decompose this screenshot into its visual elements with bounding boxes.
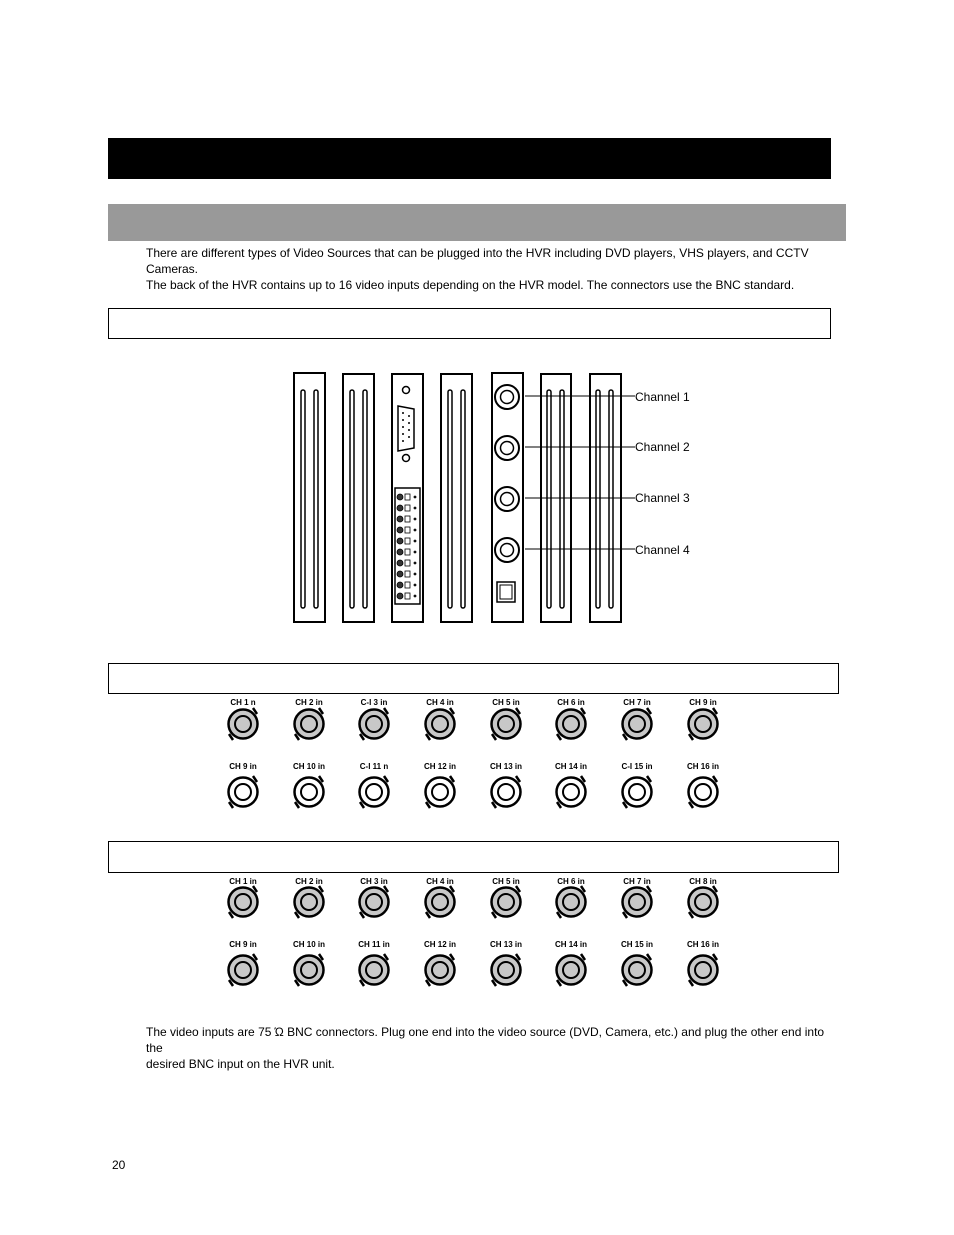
bnc-connector	[360, 877, 389, 918]
bnc-label: CH 11 in	[358, 940, 390, 949]
bnc-label: CH 8 in	[689, 877, 717, 886]
bnc-connector	[555, 940, 587, 986]
bnc-connector	[557, 698, 586, 740]
bnc-label: CH 12 in	[423, 762, 457, 771]
bnc-label: CH 9 in	[229, 762, 257, 771]
bnc-connector	[689, 698, 718, 740]
bnc-label: CH 5 in	[492, 698, 520, 707]
bnc-connector	[687, 762, 719, 808]
note-paragraph	[146, 1024, 836, 1072]
bnc-connector	[621, 762, 652, 808]
bnc-connector	[492, 877, 521, 918]
bnc-label: CH 2 in	[295, 698, 323, 707]
bnc-label: CH 7 in	[623, 877, 651, 886]
page-number: 20	[112, 1158, 126, 1172]
bnc-connector	[555, 762, 587, 808]
bnc-label: CH 4 in	[426, 877, 454, 886]
note-line-2: desired BNC input on the HVR unit.	[146, 1057, 335, 1071]
bnc-connector	[557, 877, 586, 918]
channel-label-2: Channel 2	[635, 440, 690, 454]
bnc-connector	[621, 940, 653, 986]
intro-line-1: There are different types of Video Sources that can be plugged into the HVR including DVD players, VHS players, and CCTV Cameras.	[146, 246, 809, 276]
bnc-connector	[492, 698, 521, 740]
bnc-label: CH 15 in	[620, 940, 654, 949]
bnc-connector	[687, 940, 719, 986]
bnc-label: C-I 3 in	[360, 698, 388, 707]
bnc-label: CH 13 in	[489, 762, 523, 771]
bnc-label: CH 12 in	[423, 940, 457, 949]
bnc-connector	[293, 762, 325, 808]
bnc-connector	[424, 762, 456, 808]
bnc-connector	[426, 877, 455, 918]
channel-label-3: Channel 3	[635, 491, 690, 505]
bnc-label: CH 1 in	[229, 877, 257, 886]
bnc-connector	[689, 877, 718, 918]
bnc-label: CH 6 in	[557, 698, 585, 707]
bnc-label: CH 4 in	[426, 698, 454, 707]
bnc-label: CH 3 in	[360, 877, 388, 886]
bnc-label: CH 7 in	[623, 698, 651, 707]
bnc-label: CH 5 in	[492, 877, 520, 886]
channel-label-4: Channel 4	[635, 543, 690, 557]
bnc-label: CH 2 in	[295, 877, 323, 886]
bnc-label: CH 10 in	[292, 940, 326, 949]
bnc-connector	[623, 877, 652, 918]
bnc-connector	[623, 698, 652, 740]
intro-line-2: The back of the HVR contains up to 16 video inputs depending on the HVR model. The connectors use the BNC standard.	[146, 278, 795, 292]
bnc-connector	[360, 698, 389, 740]
bnc-label: CH 6 in	[557, 877, 585, 886]
bnc-label: CH 14 in	[554, 940, 588, 949]
bnc-label: C-I 15 in	[621, 762, 653, 771]
bnc-connector	[490, 762, 522, 808]
bnc-connector	[293, 940, 325, 986]
channel-label-1: Channel 1	[635, 390, 690, 404]
bnc-label: CH 10 in	[292, 762, 326, 771]
bnc-label: CH 13 in	[489, 940, 523, 949]
bnc-connector	[424, 940, 456, 986]
bnc-label: CH 16 in	[686, 940, 720, 949]
bnc-label: CH 9 in	[229, 940, 257, 949]
bnc-connector	[360, 762, 389, 808]
bnc-label: CH 14 in	[554, 762, 588, 771]
bnc-connector	[229, 698, 258, 740]
bnc-connector	[229, 877, 258, 918]
bnc-connector	[229, 762, 258, 808]
bnc-label: CH 9 in	[689, 698, 717, 707]
bnc-connector	[229, 940, 258, 986]
bnc-connector	[426, 698, 455, 740]
bnc-label: CH 16 in	[686, 762, 720, 771]
bnc-connector	[295, 698, 324, 740]
bnc-connector	[490, 940, 522, 986]
bnc-connector	[295, 877, 324, 918]
bnc-connector	[358, 940, 390, 986]
bnc-label: C-I 11 n	[359, 762, 389, 771]
bnc-label: CH 1 n	[230, 698, 256, 707]
note-line-1: The video inputs are 75 Ώ BNC connectors. Plug one end into the video source (DVD, Camera, etc.) and plug the other end into the	[146, 1025, 825, 1055]
